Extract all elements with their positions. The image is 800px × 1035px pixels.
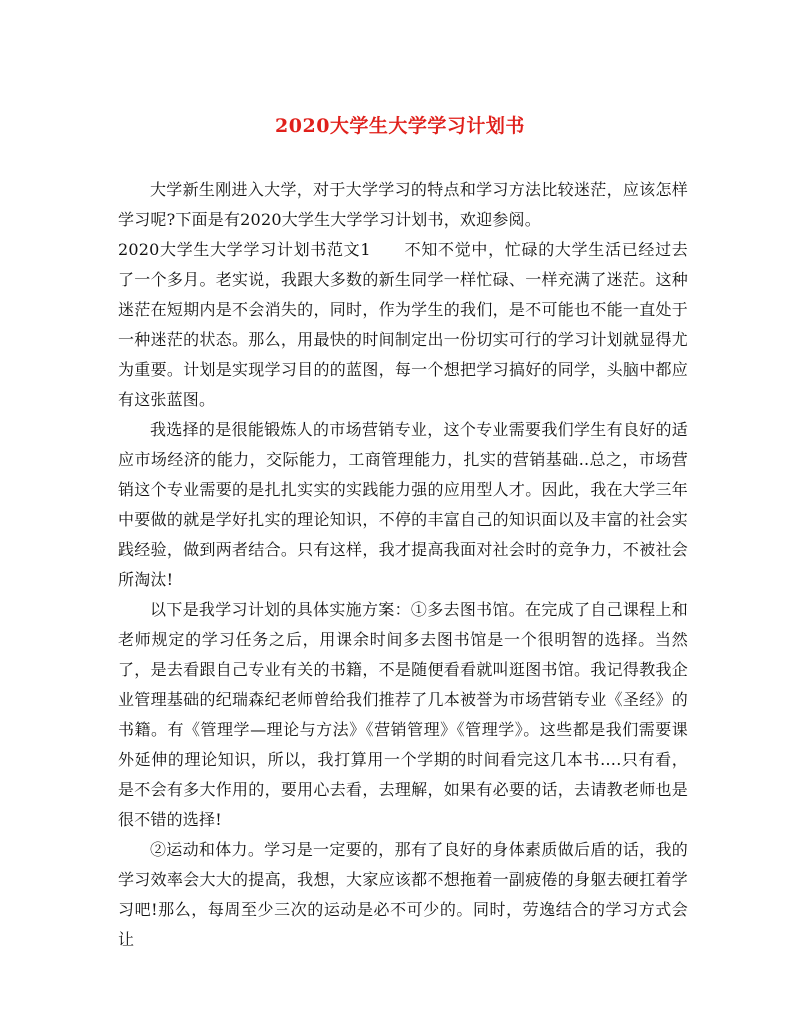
paragraph-sample-1: 2020大学生大学学习计划书范文1 不知不觉中，忙碌的大学生活已经过去了一个多月。老实说，我跟大多数的新生同学一样忙碌、一样充满了迷茫。这种迷茫在短期内是不会消失的，同时，作为学生的我们，是不可能也不能一直处于一种迷茫的状态。那么，用最快的时间制定出一份切实可行的学习计划就显得尤为重要。计划是实现学习目的的蓝图，每一个想把学习搞好的同学，头脑中都应有这张蓝图。 [118, 240, 688, 409]
paragraph-major-choice: 我选择的是很能锻炼人的市场营销专业，这个专业需要我们学生有良好的适应市场经济的能力，交际能力，工商管理能力，扎实的营销基础..总之，市场营销这个专业需要的是扎扎实实的实践能力强的应用型人才。因此，我在大学三年中要做的就是学好扎实的理论知识，不停的丰富自己的知识面以及丰富的社会实践经验，做到两者结合。只有这样，我才提高我面对社会时的竞争力，不被社会所淘汰! [118, 420, 688, 589]
document-title: 2020大学生大学学习计划书 [275, 115, 525, 137]
document-body [118, 175, 688, 955]
paragraph-plan-exercise: ②运动和体力。学习是一定要的，那有了良好的身体素质做后盾的话，我的学习效率会大大的提高，我想，大家应该都不想拖着一副疲倦的身躯去硬扛着学习吧!那么，每周至少三次的运动是必不可少的。同时，劳逸结合的学习方式会让 [118, 840, 688, 949]
paragraph-plan-library: 以下是我学习计划的具体实施方案：①多去图书馆。在完成了自己课程上和老师规定的学习任务之后，用课余时间多去图书馆是一个很明智的选择。当然了，是去看跟自己专业有关的书籍，不是随便看看就叫逛图书馆。我记得教我企业管理基础的纪瑞森纪老师曾给我们推荐了几本被誉为市场营销专业《圣经》的书籍。有《管理学—理论与方法》《营销管理》《管理学》。这些都是我们需要课外延伸的理论知识，所以，我打算用一个学期的时间看完这几本书….只有看，是不会有多大作用的，要用心去看，去理解，如果有必要的话，去请教老师也是很不错的选择! [118, 600, 688, 829]
paragraph-intro: 大学新生刚进入大学，对于大学学习的特点和学习方法比较迷茫，应该怎样学习呢?下面是有2020大学生大学学习计划书，欢迎参阅。 [118, 180, 688, 229]
